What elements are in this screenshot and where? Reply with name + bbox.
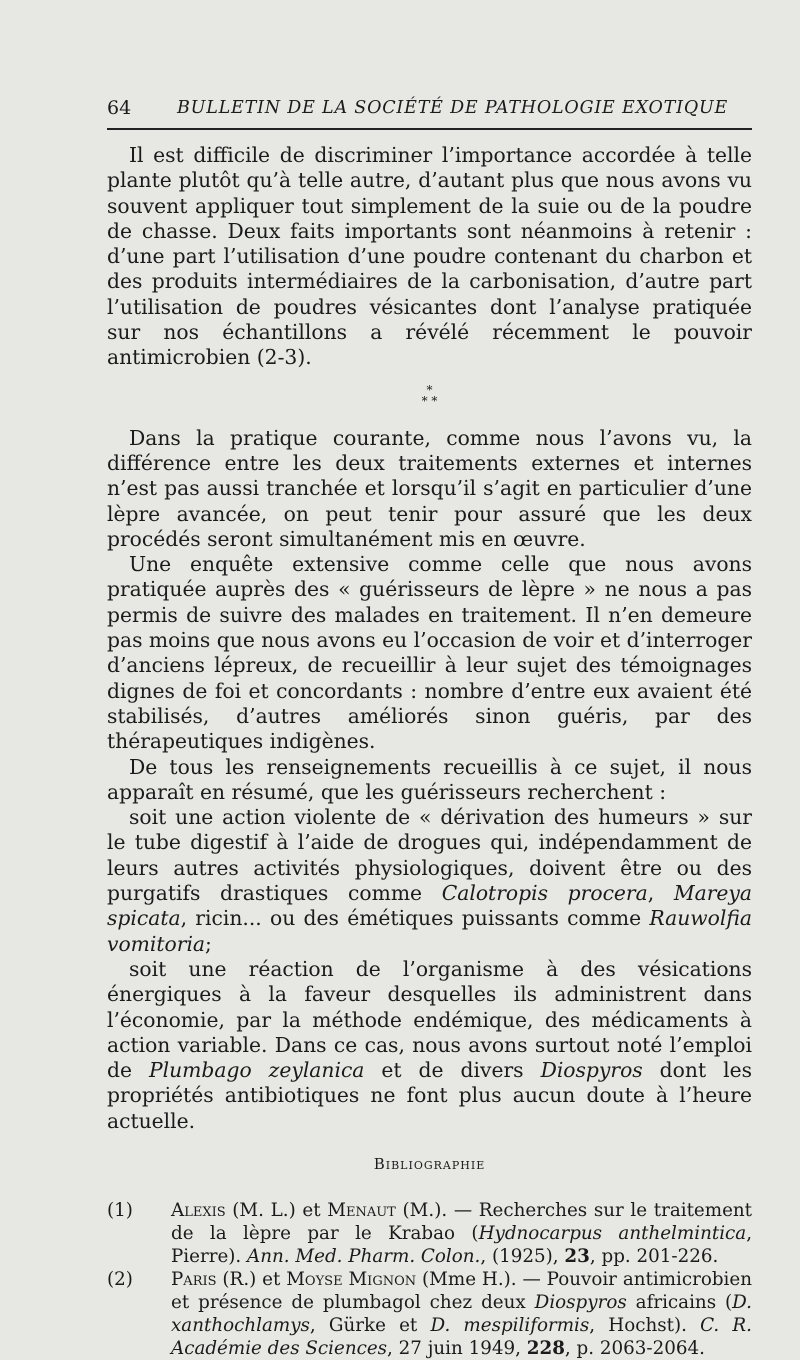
text-fragment: africains ( [626, 1292, 733, 1314]
reference-number: (1) [107, 1200, 133, 1222]
text-fragment: , Hochst). [589, 1315, 701, 1337]
species-plumbago: Plumbago zeylanica [148, 1058, 365, 1083]
species-name: D. mespiliformis [430, 1315, 590, 1337]
header-rule [107, 128, 752, 130]
text-fragment: , (1925), [480, 1246, 565, 1268]
text-fragment: et de divers [364, 1058, 541, 1083]
text-fragment: (M.). — Recherches sur le traitement de la lèpre par le Krabao ( [171, 1200, 753, 1245]
running-title: BULLETIN DE LA SOCIÉTÉ DE PATHOLOGIE EXOTIQUE [177, 98, 729, 118]
genus-diospyros: Diospyros [540, 1058, 643, 1083]
reference-2 [107, 1268, 752, 1360]
species-name: D. xanthochlamys [171, 1292, 752, 1337]
text-fragment: , Gürke et [309, 1315, 431, 1337]
article-body [107, 143, 752, 1360]
text-fragment: , pp. 201-226. [589, 1246, 719, 1268]
paragraph-6 [107, 957, 752, 1134]
paragraph-6-lead: soit une réaction de l’organisme à des vésications énergiques à la faveur desquelles ils administrent dans l’économie, par la méthode endémique, des médicaments à action variable. Dans ce cas, nous avons surtout noté l’emploi de [107, 956, 752, 1083]
volume-number: 23 [564, 1246, 590, 1268]
text-fragment: , Pierre). [171, 1223, 752, 1268]
author-name: Moyse [286, 1269, 343, 1291]
asterism-top: * [426, 382, 433, 397]
paragraph-4: De tous les renseignements recueillis à ce sujet, il nous apparaît en résumé, que les guérisseurs recherchent : [107, 754, 752, 804]
author-name: Paris [171, 1269, 217, 1291]
author-name: Alexis [171, 1200, 226, 1222]
species-calotropis: Calotropis procera [441, 881, 648, 906]
paragraph-2: Dans la pratique courante, comme nous l’avons vu, la différence entre les deux traitements externes et internes n’est pas aussi tranchée et lorsqu’il s’agit en particulier d’une lèpre avancée, on peut tenir pour assuré que les deux procédés seront simultanément mis en œuvre. [107, 425, 752, 551]
text-fragment: , [647, 881, 674, 906]
section-break [107, 382, 752, 408]
species-rauwolfia: Rauwolfia vomitoria [107, 906, 752, 956]
bibliography-heading: Bibliographie [373, 1154, 486, 1173]
text-fragment: (M. L.) et [225, 1200, 328, 1222]
page-header [107, 97, 752, 127]
author-name: Mignon [348, 1269, 417, 1291]
reference-number: (2) [107, 1269, 133, 1291]
species-mareya: Mareya spicata [107, 881, 752, 931]
author-name: Menaut [327, 1200, 396, 1222]
journal-name: Ann. Med. Pharm. Colon. [247, 1246, 481, 1268]
text-fragment: , 27 juin 1949, [387, 1338, 527, 1360]
text-fragment: (Mme H.). — Pouvoir antimicrobien et présence de plumbagol chez deux [171, 1269, 752, 1314]
species-name: Hydnocarpus anthelmintica [478, 1223, 747, 1245]
genus-name: Diospyros [534, 1292, 627, 1314]
text-fragment: ; [205, 931, 212, 956]
text-fragment: , p. 2063-2064. [564, 1338, 705, 1360]
reference-1 [107, 1199, 752, 1268]
journal-name: C. R. Académie des Sciences [171, 1315, 752, 1360]
text-fragment: (R.) et [216, 1269, 287, 1291]
page-number: 64 [107, 97, 132, 119]
paragraph-5-lead: soit une action violente de « dérivation des humeurs » sur le tube digestif à l’aide de drogues qui, indépendamment de leurs autres activités physiologiques, doivent être ou des purgatifs drastiques comme [107, 805, 752, 906]
text-fragment: dont les propriétés antibiotiques ne font plus aucun doute à l’heure actuelle. [107, 1058, 752, 1133]
paragraph-3: Une enquête extensive comme celle que nous avons pratiquée auprès des « guérisseurs de lèpre » ne nous a pas permis de suivre des malades en traitement. Il n’en demeure pas moins que nous avons eu l’occasion de voir et d’interroger d’anciens lépreux, de recueillir à leur sujet des témoignages dignes de foi et concordants : nombre d’entre eux avaient été stabilisés, d’autres améliorés sinon guéris, par des thérapeutiques indigènes. [107, 552, 752, 754]
paragraph-5 [107, 805, 752, 957]
paragraph-1: Il est difficile de discriminer l’importance accordée à telle plante plutôt qu’à telle autre, d’autant plus que nous avons vu souvent appliquer tout simplement de la suie ou de la poudre de chasse. Deux faits importants sont néanmoins à retenir : d’une part l’utilisation d’une poudre contenant du charbon et des produits intermédiaires de la carbonisation, d’autre part l’utilisation de poudres vésicantes dont l’analyse pratiquée sur nos échantillons a révélé récemment le pouvoir antimicrobien (2-3). [107, 143, 752, 370]
text-fragment: , ricin... ou des émétiques puissants comme [180, 906, 650, 931]
volume-number: 228 [526, 1338, 565, 1360]
asterism-bottom: * * [421, 393, 438, 408]
